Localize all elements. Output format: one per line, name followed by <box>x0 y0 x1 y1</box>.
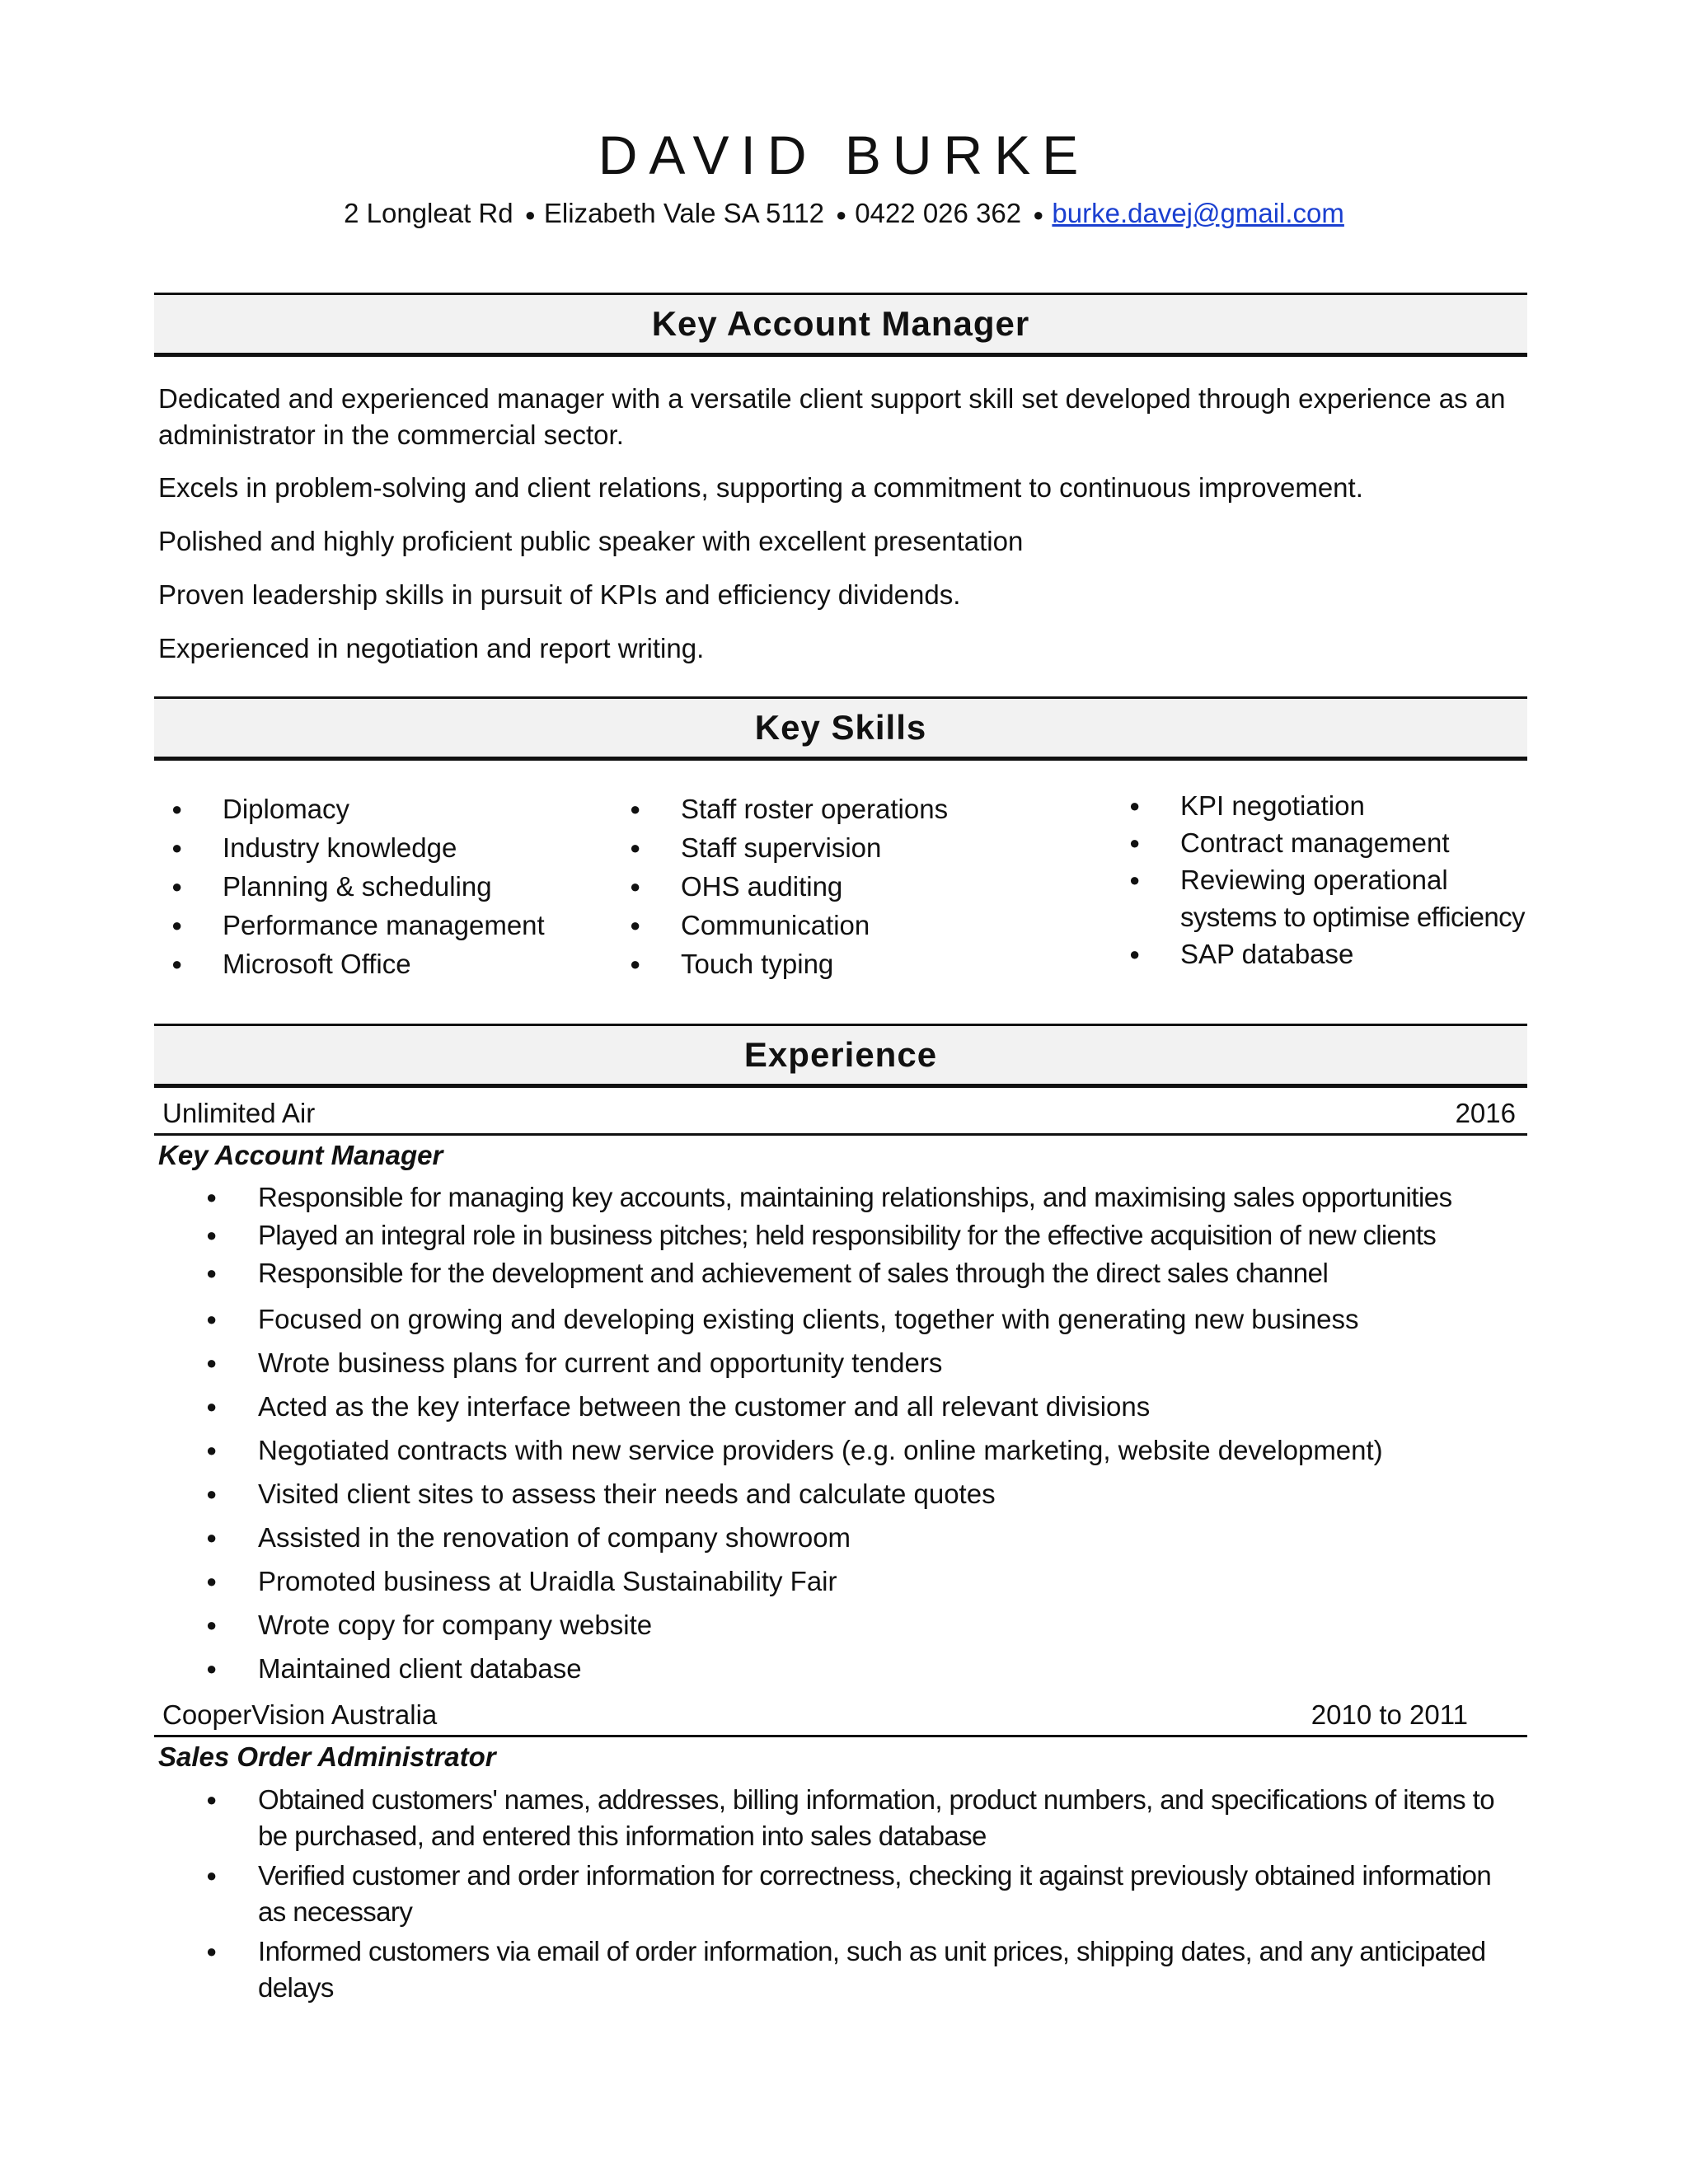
profile-paragraph: Experienced in negotiation and report writing. <box>158 633 705 663</box>
separator-dot-icon: ● <box>835 204 847 226</box>
bullet-icon: ● <box>630 799 641 819</box>
bullet-icon: ● <box>1129 944 1141 964</box>
duty-item: ● Obtained customers' names, addresses, billing information, product numbers, and specifications of items to be purchased, and entered this information into sales database <box>206 1782 1525 1854</box>
bullet-icon: ● <box>206 1658 218 1679</box>
skill-item: ● Microsoft Office <box>171 944 600 983</box>
profile-paragraph: Excels in problem-solving and client relations, supporting a commitment to continuous improvement. <box>158 472 1363 503</box>
skill-item: ● Diplomacy <box>171 790 600 828</box>
profile-paragraph: Dedicated and experienced manager with a versatile client support skill set developed through experience as an administrator in the commercial sector. <box>158 383 1506 450</box>
job-header <box>154 1695 1527 1737</box>
contact-line <box>0 198 1688 229</box>
email-link[interactable]: burke.davej@gmail.com <box>1052 198 1344 228</box>
duty-item: ● Played an integral role in business pitches; held responsibility for the effective acquisition of new clients <box>206 1216 1525 1254</box>
duty-item: ● Focused on growing and developing existing clients, together with generating new business <box>206 1297 1525 1341</box>
bullet-icon: ● <box>630 837 641 858</box>
skill-item: ● Planning & scheduling <box>171 867 600 906</box>
job-title: Key Account Manager <box>158 1140 443 1170</box>
job-years: 2010 to 2011 <box>1311 1699 1468 1730</box>
candidate-name: DAVID BURKE <box>598 124 1090 185</box>
bullet-icon: ● <box>206 1789 217 1810</box>
profile-paragraph: Proven leadership skills in pursuit of KPIs and efficiency dividends. <box>158 579 961 610</box>
bullet-icon: ● <box>171 915 183 935</box>
bullet-icon: ● <box>171 837 183 858</box>
section-heading-profile: Key Account Manager <box>154 293 1527 357</box>
section-heading-skills: Key Skills <box>154 696 1527 761</box>
job-duties-list <box>206 1782 1525 2006</box>
bullet-icon: ● <box>630 915 641 935</box>
skill-item-continued: systems to optimise efficiency <box>1180 902 1525 932</box>
bullet-icon: ● <box>171 876 183 897</box>
job-years: 2016 <box>1455 1098 1516 1128</box>
bullet-icon: ● <box>206 1865 217 1886</box>
bullet-icon: ● <box>206 1527 218 1548</box>
bullet-icon: ● <box>1129 869 1141 890</box>
bullet-icon: ● <box>206 1483 218 1504</box>
bullet-icon: ● <box>206 1352 218 1373</box>
skill-item: ● Contract management <box>1129 824 1558 861</box>
duty-item: ● Responsible for managing key accounts, maintaining relationships, and maximising sales opportunities <box>206 1179 1525 1216</box>
duty-item: ● Assisted in the renovation of company showroom <box>206 1516 1525 1559</box>
bullet-icon: ● <box>630 876 641 897</box>
job-header <box>154 1094 1527 1136</box>
bullet-icon: ● <box>206 1440 218 1460</box>
skill-item: ● Industry knowledge <box>171 828 600 867</box>
bullet-icon: ● <box>206 1187 217 1207</box>
skill-item: ● KPI negotiation <box>1129 787 1558 824</box>
suburb: Elizabeth Vale SA 5112 <box>543 198 824 228</box>
job-duties-list <box>206 1179 1525 1690</box>
skill-item: ● Touch typing <box>630 944 1058 983</box>
separator-dot-icon: ● <box>524 204 536 226</box>
bullet-icon: ● <box>206 1571 218 1591</box>
skill-item: ● Reviewing operational <box>1129 861 1558 898</box>
skills-column-2 <box>630 790 1058 983</box>
separator-dot-icon: ● <box>1033 204 1044 226</box>
phone: 0422 026 362 <box>855 198 1022 228</box>
job-title: Sales Order Administrator <box>158 1741 496 1772</box>
address: 2 Longleat Rd <box>344 198 513 228</box>
duty-item: ● Wrote copy for company website <box>206 1603 1525 1647</box>
bullet-icon: ● <box>171 954 183 974</box>
duty-item: ● Responsible for the development and achievement of sales through the direct sales channel <box>206 1254 1525 1297</box>
profile-paragraph: Polished and highly proficient public speaker with excellent presentation <box>158 526 1024 556</box>
bullet-icon: ● <box>630 954 641 974</box>
duty-item: ● Informed customers via email of order information, such as unit prices, shipping dates, and any anticipated delays <box>206 1933 1525 2006</box>
duty-item: ● Maintained client database <box>206 1647 1525 1690</box>
duty-item: ● Acted as the key interface between the customer and all relevant divisions <box>206 1385 1525 1428</box>
bullet-icon: ● <box>206 1615 218 1635</box>
skill-item: ● Communication <box>630 906 1058 944</box>
bullet-icon: ● <box>206 1941 217 1961</box>
skills-column-3 <box>1129 787 1558 972</box>
bullet-icon: ● <box>206 1309 218 1329</box>
bullet-icon: ● <box>206 1396 218 1417</box>
company-name: CooperVision Australia <box>162 1699 438 1730</box>
section-heading-experience: Experience <box>154 1024 1527 1088</box>
skills-column-1 <box>171 790 600 983</box>
bullet-icon: ● <box>206 1263 217 1283</box>
company-name: Unlimited Air <box>162 1098 316 1128</box>
skill-item: ● Performance management <box>171 906 600 944</box>
duty-item: ● Promoted business at Uraidla Sustainability Fair <box>206 1559 1525 1603</box>
bullet-icon: ● <box>171 799 183 819</box>
duty-item: ● Wrote business plans for current and opportunity tenders <box>206 1341 1525 1385</box>
skill-item: ● OHS auditing <box>630 867 1058 906</box>
bullet-icon: ● <box>1129 832 1141 853</box>
duty-item: ● Verified customer and order information for correctness, checking it against previously obtained information as necessary <box>206 1858 1525 1930</box>
duty-item: ● Visited client sites to assess their needs and calculate quotes <box>206 1472 1525 1516</box>
bullet-icon: ● <box>206 1225 217 1245</box>
duty-item: ● Negotiated contracts with new service providers (e.g. online marketing, website development) <box>206 1428 1525 1472</box>
skill-item: ● SAP database <box>1129 935 1558 972</box>
skill-item: ● Staff supervision <box>630 828 1058 867</box>
skill-item: ● Staff roster operations <box>630 790 1058 828</box>
bullet-icon: ● <box>1129 795 1141 816</box>
